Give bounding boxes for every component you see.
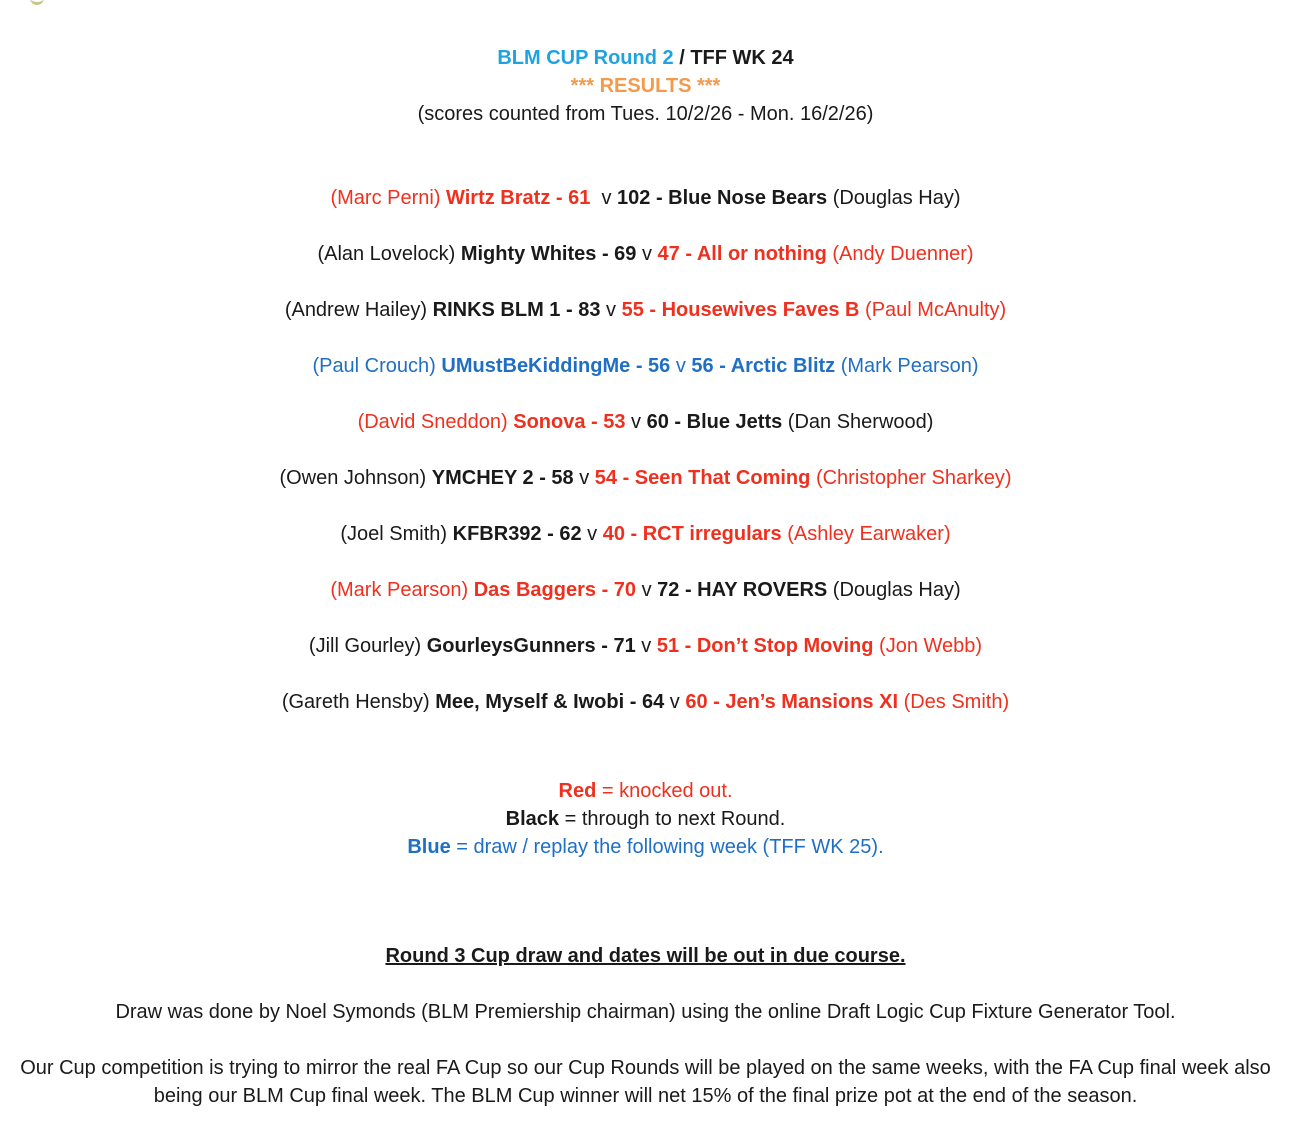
home-team-score: Das Baggers - 70 — [473, 579, 637, 601]
versus-label: v — [590, 187, 618, 209]
away-manager: (Des Smith) — [903, 691, 1010, 713]
away-team-score: 102 - Blue Nose Bears — [617, 187, 828, 209]
home-manager: (Alan Lovelock) — [317, 243, 456, 265]
away-manager: (Douglas Hay) — [832, 579, 961, 601]
home-manager: (Mark Pearson) — [330, 579, 469, 601]
versus-label: v — [636, 243, 658, 265]
home-manager: (David Sneddon) — [357, 411, 508, 433]
away-manager: (Andy Duenner) — [832, 243, 974, 265]
away-team-score: 72 - HAY ROVERS — [657, 579, 828, 601]
away-team-score: 54 - Seen That Coming — [594, 467, 811, 489]
away-manager: (Mark Pearson) — [840, 355, 979, 377]
key-red-label: Red — [558, 780, 597, 802]
key-red-text: = knocked out. — [596, 780, 733, 802]
away-team-score: 51 - Don’t Stop Moving — [656, 635, 874, 657]
home-team-score: KFBR392 - 62 — [452, 523, 582, 545]
fixture-row — [0, 408, 1291, 436]
away-manager: (Christopher Sharkey) — [815, 467, 1012, 489]
dates-text: (scores counted from Tues. 10/2/26 - Mon. 16/2/26) — [417, 103, 874, 125]
fixture-row — [0, 240, 1291, 268]
key-blue-label: Blue — [407, 836, 451, 858]
versus-label: v — [635, 635, 657, 657]
home-manager: (Andrew Hailey) — [284, 299, 428, 321]
key-red — [0, 777, 1291, 805]
fixture-row — [0, 632, 1291, 660]
away-team-score: 55 - Housewives Faves B — [621, 299, 860, 321]
fixture-row — [0, 352, 1291, 380]
home-manager: (Marc Perni) — [330, 187, 441, 209]
cup-note: Our Cup competition is trying to mirror the real FA Cup so our Cup Rounds will be played on the same weeks, with the FA Cup final week also being our BLM Cup final week. The BLM Cup winner will net 15% of the final prize pot at the end of the season. — [20, 1057, 1271, 1107]
home-team-score: Mee, Myself & Iwobi - 64 — [435, 691, 665, 713]
versus-label: v — [670, 355, 692, 377]
home-team-score: YMCHEY 2 - 58 — [431, 467, 574, 489]
home-team-score: UMustBeKiddingMe - 56 — [441, 355, 671, 377]
home-team-score: GourleysGunners - 71 — [426, 635, 636, 657]
home-manager: (Joel Smith) — [340, 523, 448, 545]
away-team-score: 56 - Arctic Blitz — [691, 355, 836, 377]
draw-note: Draw was done by Noel Symonds (BLM Premiership chairman) using the online Draft Logic Cup Fixture Generator Tool. — [115, 1001, 1176, 1023]
home-team-score: RINKS BLM 1 - 83 — [432, 299, 601, 321]
versus-label: v — [573, 467, 595, 489]
away-manager: (Dan Sherwood) — [787, 411, 934, 433]
round3-notice — [0, 942, 1291, 970]
away-manager: (Jon Webb) — [879, 635, 983, 657]
home-manager: (Gareth Hensby) — [281, 691, 430, 713]
away-team-score: 40 - RCT irregulars — [602, 523, 782, 545]
versus-label: v — [600, 299, 622, 321]
fixture-row — [0, 464, 1291, 492]
versus-label: v — [625, 411, 647, 433]
title-cup-round: BLM CUP Round 2 — [497, 47, 674, 69]
away-team-score: 47 - All or nothing — [657, 243, 827, 265]
away-manager: (Ashley Earwaker) — [787, 523, 951, 545]
fixture-row — [0, 520, 1291, 548]
dates-line — [0, 100, 1291, 128]
title-week: TFF WK 24 — [690, 47, 794, 69]
away-manager: (Paul McAnulty) — [865, 299, 1007, 321]
key-black-text: = through to next Round. — [559, 808, 786, 830]
versus-label: v — [664, 691, 686, 713]
versus-label: v — [581, 523, 603, 545]
key-black — [0, 805, 1291, 833]
home-manager: (Jill Gourley) — [308, 635, 422, 657]
results-label: *** RESULTS *** — [570, 75, 721, 97]
fixture-row — [0, 688, 1291, 716]
away-manager: (Douglas Hay) — [832, 187, 961, 209]
decorative-corner-mark — [30, 0, 44, 5]
home-team-score: Mighty Whites - 69 — [460, 243, 637, 265]
results-heading — [0, 72, 1291, 100]
key-blue-text: = draw / replay the following week (TFF WK 25). — [450, 836, 884, 858]
fixture-row — [0, 184, 1291, 212]
away-team-score: 60 - Blue Jetts — [646, 411, 783, 433]
away-team-score: 60 - Jen’s Mansions XI — [685, 691, 898, 713]
home-manager: (Paul Crouch) — [312, 355, 436, 377]
round3-text: Round 3 Cup draw and dates will be out in due course. — [385, 945, 906, 967]
key-blue — [0, 833, 1291, 861]
header-title — [0, 44, 1291, 72]
versus-label: v — [636, 579, 658, 601]
home-manager: (Owen Johnson) — [279, 467, 427, 489]
home-team-score: Sonova - 53 — [513, 411, 626, 433]
key-black-label: Black — [505, 808, 560, 830]
fixture-row — [0, 296, 1291, 324]
fixture-row — [0, 576, 1291, 604]
home-team-score: Wirtz Bratz - 61 — [446, 187, 591, 209]
title-separator: / — [673, 47, 691, 69]
